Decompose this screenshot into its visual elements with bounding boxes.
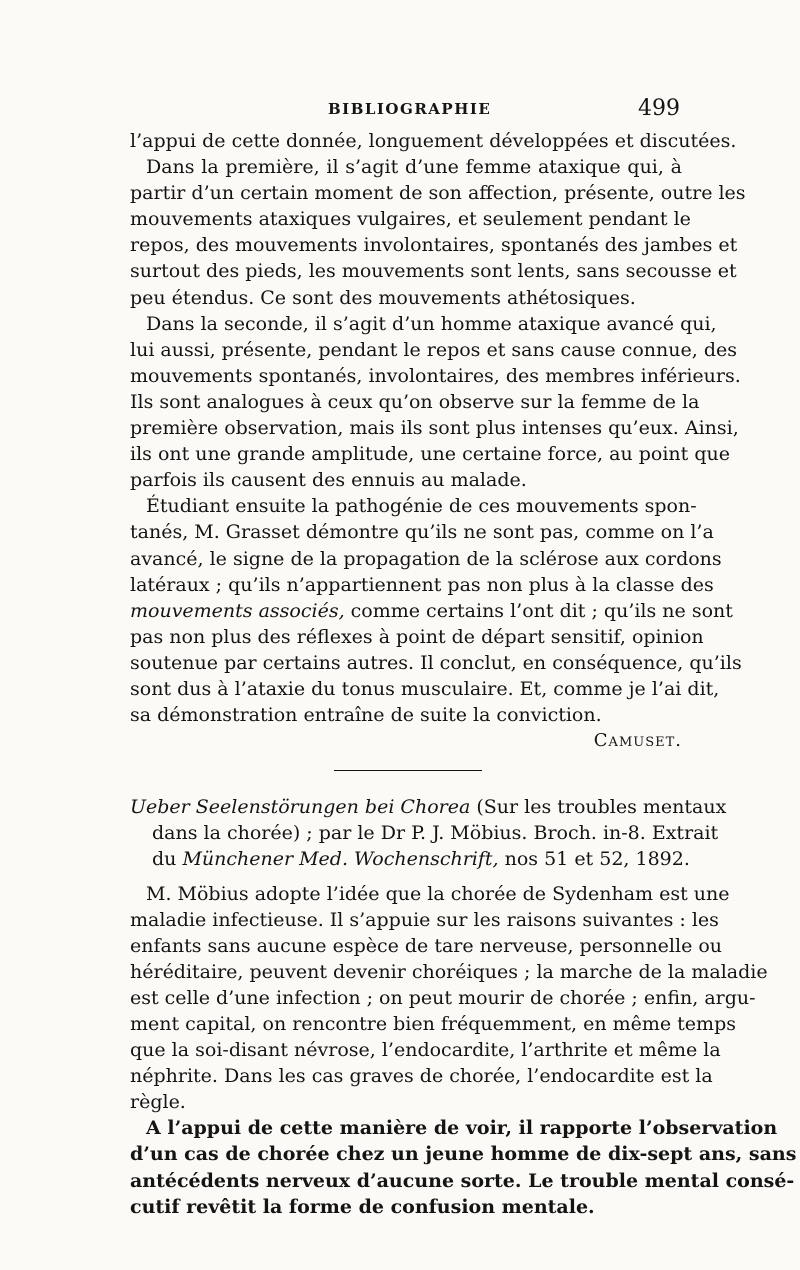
- text-line: mouvements spontanés, involontaires, des membres inférieurs.: [130, 364, 741, 387]
- running-title: BIBLIOGRAPHIE: [328, 100, 492, 118]
- journal-title: Münchener Med. Wochenschrift,: [182, 848, 499, 871]
- text-block: [130, 128, 797, 1220]
- text-fragment: du: [152, 848, 183, 871]
- text-line: sa démonstration entraîne de suite la conviction.: [130, 704, 602, 727]
- work-title: Ueber Seelenstörungen bei Chorea: [130, 796, 471, 819]
- separator-rule: [334, 770, 482, 771]
- text-line: cutif revêtit la forme de confusion mentale.: [130, 1195, 595, 1218]
- text-line: pas non plus des réflexes à point de départ sensitif, opinion: [130, 625, 704, 648]
- text-line: d’un cas de chorée chez un jeune homme de dix-sept ans, sans: [130, 1143, 797, 1166]
- review-mobius: [130, 794, 797, 1220]
- text-line: que la soi-disant névrose, l’endocardite, l’arthrite et même la: [130, 1039, 721, 1062]
- text-line: ils ont une grande amplitude, une certaine force, au point que: [130, 443, 730, 466]
- text-line: Ils sont analogues à ceux qu’on observe sur la femme de la: [130, 390, 700, 413]
- text-line: maladie infectieuse. Il s’appuie sur les raisons suivantes : les: [130, 908, 719, 931]
- text-line: enfants sans aucune espèce de tare nerveuse, personnelle ou: [130, 934, 723, 957]
- text-line: repos, des mouvements involontaires, spontanés des jambes et: [130, 234, 738, 257]
- section-separator: [130, 754, 682, 794]
- text-line: Dans la seconde, il s’agit d’un homme ataxique avancé qui,: [146, 312, 717, 335]
- text-line: A l’appui de cette manière de voir, il rapporte l’observation: [146, 1117, 778, 1140]
- text-line: première observation, mais ils sont plus intenses qu’eux. Ainsi,: [130, 417, 739, 440]
- text-fragment: comme certains l’ont dit ; qu’ils ne sont: [344, 599, 733, 622]
- text-line: lui aussi, présente, pendant le repos et sans cause connue, des: [130, 338, 737, 361]
- citation-line: [130, 794, 727, 820]
- text-line: antécédents nerveux d’aucune sorte. Le trouble mental consé-: [130, 1169, 795, 1192]
- text-line: avancé, le signe de la propagation de la sclérose aux cordons: [130, 547, 722, 570]
- text-line: néphrite. Dans les cas graves de chorée, l’endocardite est la: [130, 1065, 713, 1088]
- text-fragment: nos 51 et 52, 1892.: [498, 848, 690, 871]
- citation-line: dans la chorée) ; par le Dr P. J. Möbius. Broch. in-8. Extrait: [152, 822, 719, 845]
- text-line: est celle d’une infection ; on peut mourir de chorée ; enfin, argu-: [130, 986, 756, 1009]
- running-head: [130, 96, 680, 126]
- text-line: règle.: [130, 1091, 186, 1114]
- text-line: Dans la première, il s’agit d’une femme ataxique qui, à: [146, 156, 682, 179]
- text-line: héréditaire, peuvent devenir choréiques ; la marche de la maladie: [130, 960, 768, 983]
- text-line: parfois ils causent des ennuis au malade.: [130, 469, 527, 492]
- text-line: M. Möbius adopte l’idée que la chorée de Sydenham est une: [146, 882, 730, 905]
- text-line: latéraux ; qu’ils n’appartiennent pas non plus à la classe des: [130, 573, 714, 596]
- italic-term: mouvements associés,: [130, 599, 345, 622]
- reviewer-signature: Camuset.: [593, 730, 682, 752]
- spacer: [130, 873, 682, 881]
- text-line: peu étendus. Ce sont des mouvements athétosiques.: [130, 286, 636, 309]
- text-fragment: (Sur les troubles mentaux: [470, 796, 727, 819]
- text-line: sont dus à l’ataxie du tonus musculaire. Et, comme je l’ai dit,: [130, 677, 720, 700]
- text-line: Étudiant ensuite la pathogénie de ces mouvements spon-: [146, 495, 697, 518]
- text-line: partir d’un certain moment de son affection, présente, outre les: [130, 182, 746, 205]
- page-number: 499: [638, 96, 680, 121]
- text-line: soutenue par certains autres. Il conclut, en conséquence, qu’ils: [130, 651, 742, 674]
- text-line: tanés, M. Grasset démontre qu’ils ne sont pas, comme on l’a: [130, 521, 714, 544]
- text-line: [130, 598, 733, 624]
- text-line: mouvements ataxiques vulgaires, et seulement pendant le: [130, 208, 691, 231]
- review-grasset: [130, 128, 746, 754]
- text-line: l’appui de cette donnée, longuement développées et discutées.: [130, 130, 737, 152]
- text-line: surtout des pieds, les mouvements sont lents, sans secousse et: [130, 260, 737, 283]
- citation-line: [130, 846, 690, 872]
- text-line: ment capital, on rencontre bien fréquemment, en même temps: [130, 1013, 736, 1035]
